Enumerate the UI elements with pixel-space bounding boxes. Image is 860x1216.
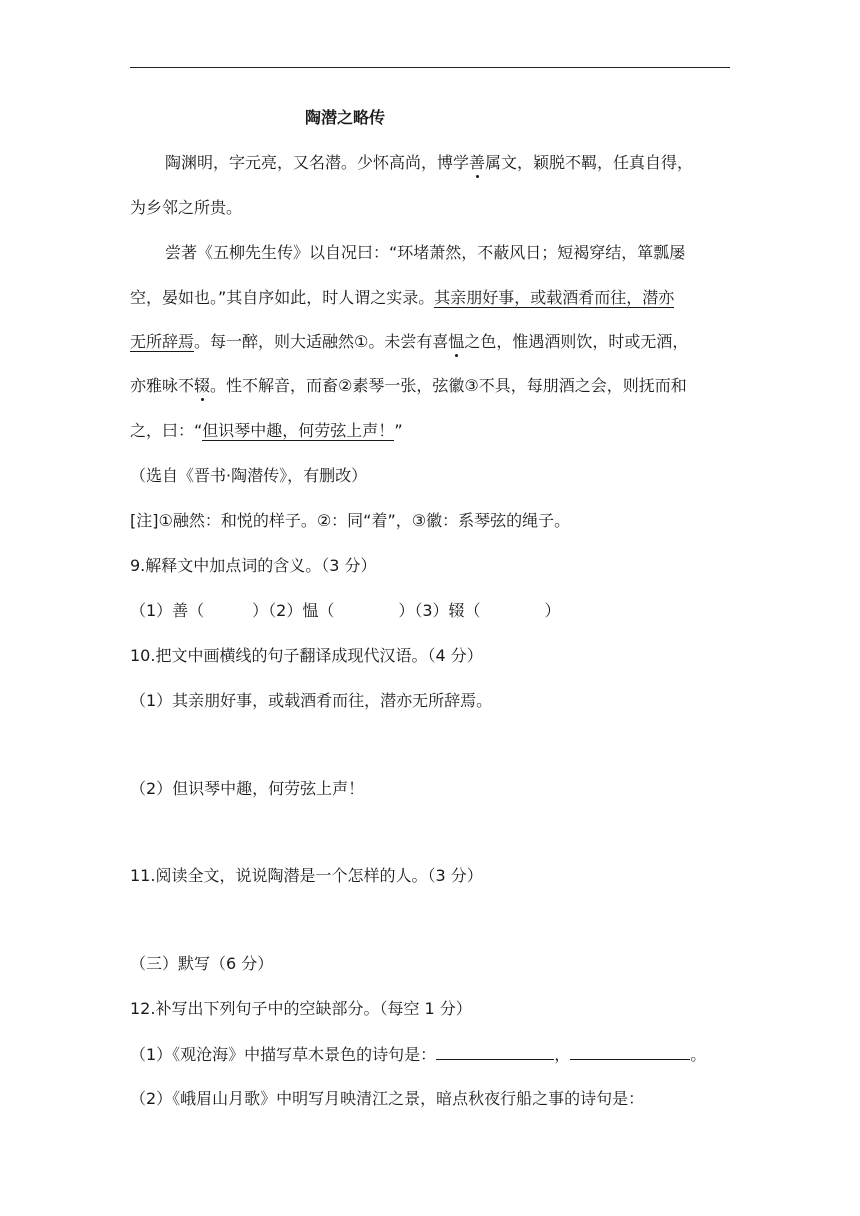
- text-span: 。性不解音，而畜②素琴一张，弦徽③不具，每朋酒之会，则抚而和: [210, 376, 687, 395]
- text-span: 。: [690, 1045, 707, 1064]
- annotation-note: [注]①融然：和悦的样子。②：同“着”，③徽：系琴弦的绳子。: [130, 511, 571, 530]
- para2-line3: [130, 331, 688, 353]
- question-12-item-1: [130, 1043, 706, 1066]
- text-span: （1）《观沧海》中描写草木景色的诗句是：: [130, 1045, 437, 1064]
- question-12: 12.补写出下列句子中的空缺部分。（每空 1 分）: [130, 999, 472, 1018]
- fill-blank-1[interactable]: [436, 1043, 554, 1060]
- para2-line1: 尝著《五柳先生传》以自况曰：“环堵萧然，不蔽风日；短褐穿结，箪瓢屡: [165, 243, 686, 262]
- source-citation: （选自《晋书·陶潜传》，有删改）: [130, 466, 368, 485]
- underlined-sentence-2: 但识琴中趣，何劳弦上声！: [202, 421, 395, 440]
- para1-line2: 为乡邻之所贵。: [130, 198, 243, 217]
- passage-title: 陶潜之略传: [305, 108, 386, 127]
- question-11: 11.阅读全文，说说陶潜是一个怎样的人。（3 分）: [130, 866, 483, 885]
- dotted-word-shan: 善: [469, 153, 486, 172]
- header-rule: [130, 67, 730, 68]
- text-span: 之色，惟遇酒则饮，时或无酒，: [464, 332, 689, 351]
- para2-line5: [130, 420, 403, 442]
- question-9-answers: （1）善（ ）（2）愠（ ）（3）辍（ ）: [130, 601, 561, 620]
- text-span: 属文，颖脱不羁，任真自得，: [485, 153, 694, 172]
- text-span: 空，晏如也。”其自序如此，时人谓之实录。: [130, 288, 435, 307]
- para1-line1: [165, 152, 693, 174]
- question-9: 9.解释文中加点词的含义。（3 分）: [130, 556, 377, 575]
- underlined-sentence-1b: 无所辞焉: [130, 332, 195, 351]
- question-12-item-2: （2）《峨眉山月歌》中明写月映清江之景，暗点秋夜行船之事的诗句是：: [130, 1089, 645, 1108]
- fill-blank-2[interactable]: [570, 1043, 690, 1060]
- text-span: 陶渊明，字元亮，又名潜。少怀高尚，博学: [165, 153, 470, 172]
- text-span: 亦雅咏不: [130, 376, 195, 395]
- text-span: ，: [554, 1045, 571, 1064]
- para2-line4: [130, 375, 687, 397]
- question-10-sentence-2: （2）但识琴中趣，何劳弦上声！: [130, 779, 365, 798]
- dotted-word-yun: 愠: [448, 332, 465, 351]
- dotted-word-chuo: 辍: [194, 376, 211, 395]
- para2-line2: [130, 287, 674, 309]
- text-span: 之，曰：“: [130, 421, 203, 440]
- question-10: 10.把文中画横线的句子翻译成现代汉语。（4 分）: [130, 646, 483, 665]
- underlined-sentence-1a: 其亲朋好事，或载酒肴而往，潜亦: [434, 288, 675, 307]
- text-span: 。每一醉，则大适融然①。未尝有喜: [194, 332, 449, 351]
- section-3-heading: （三）默写（6 分）: [130, 954, 274, 973]
- text-span: ”: [394, 421, 403, 440]
- question-10-sentence-1: （1）其亲朋好事，或载酒肴而往，潜亦无所辞焉。: [130, 691, 493, 710]
